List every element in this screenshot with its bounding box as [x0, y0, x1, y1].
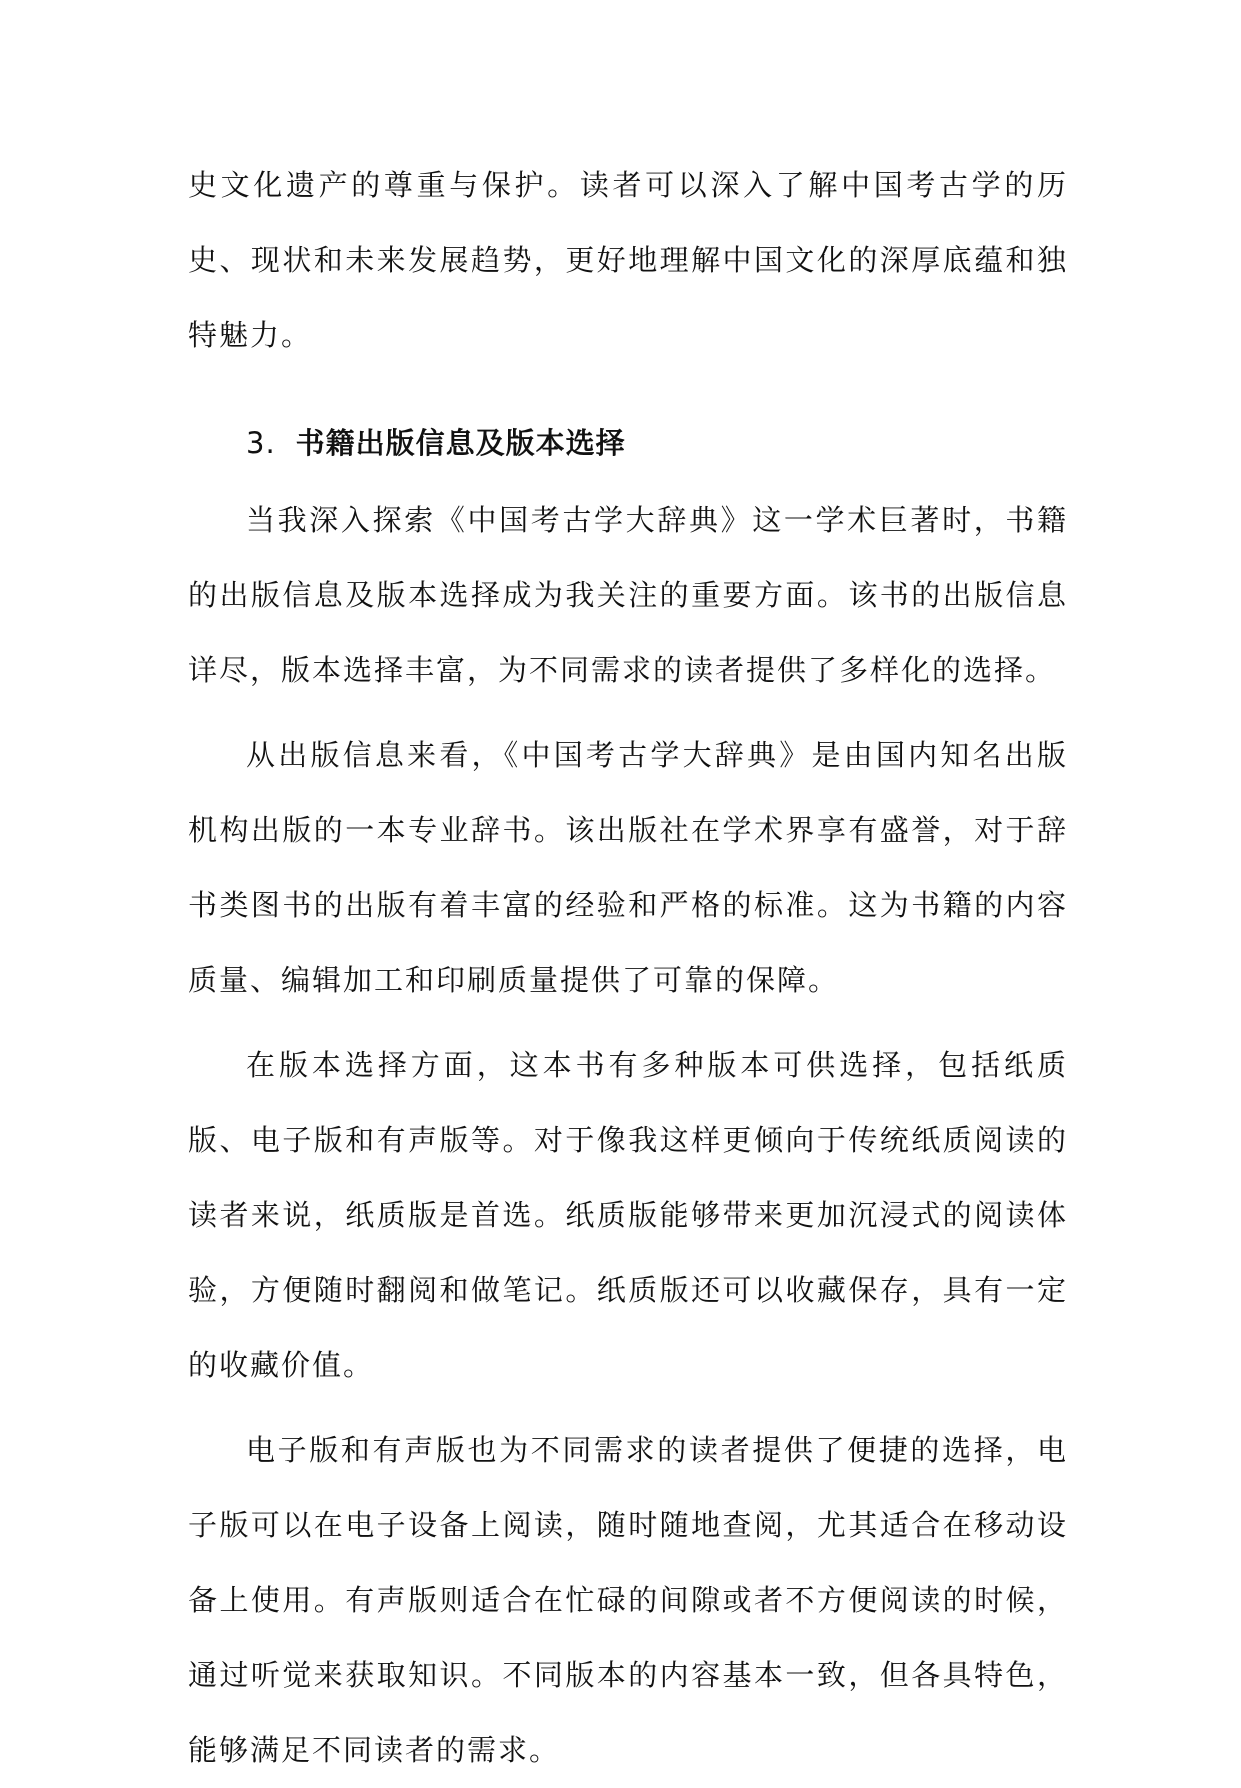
paragraph-4: 电子版和有声版也为不同需求的读者提供了便捷的选择，电子版可以在电子设备上阅读，随时随地查阅，尤其适合在移动设备上使用。有声版则适合在忙碌的间隙或者不方便阅读的时候，通过听觉来获取知识。不同版本的内容基本一致，但各具特色，能够满足不同读者的需求。: [188, 1433, 1068, 1767]
paragraph-2: 从出版信息来看，《中国考古学大辞典》是由国内知名出版机构出版的一本专业辞书。该出版社在学术界享有盛誉，对于辞书类图书的出版有着丰富的经验和严格的标准。这为书籍的内容质量、编辑加工和印刷质量提供了可靠的保障。: [188, 738, 1068, 997]
section-number: 3.: [246, 426, 276, 460]
section-heading: [188, 406, 1068, 481]
paragraph-3: 在版本选择方面，这本书有多种版本可供选择，包括纸质版、电子版和有声版等。对于像我这样更倾向于传统纸质阅读的读者来说，纸质版是首选。纸质版能够带来更加沉浸式的阅读体验，方便随时翻阅和做笔记。纸质版还可以收藏保存，具有一定的收藏价值。: [188, 1048, 1068, 1382]
paragraph-1: 当我深入探索《中国考古学大辞典》这一学术巨著时，书籍的出版信息及版本选择成为我关注的重要方面。该书的出版信息详尽，版本选择丰富，为不同需求的读者提供了多样化的选择。: [188, 503, 1068, 687]
document-page: [188, 148, 1068, 1788]
continued-paragraph: 史文化遗产的尊重与保护。读者可以深入了解中国考古学的历史、现状和未来发展趋势，更好地理解中国文化的深厚底蕴和独特魅力。: [188, 168, 1068, 352]
section-title: 书籍出版信息及版本选择: [295, 426, 626, 460]
